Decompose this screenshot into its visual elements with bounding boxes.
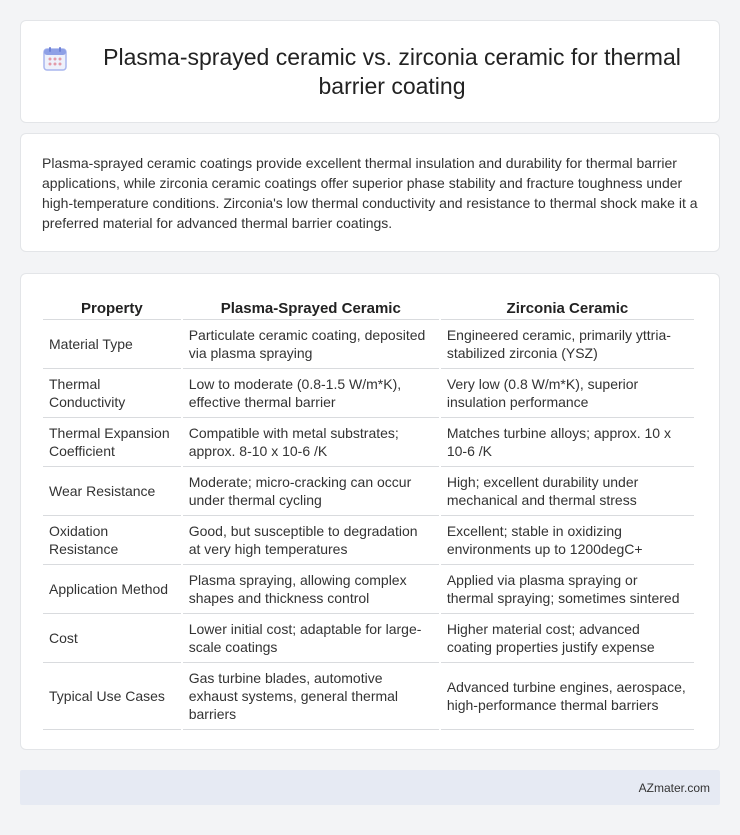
calendar-icon	[41, 45, 69, 73]
table-row	[43, 467, 694, 516]
plasma-cell: Compatible with metal substrates; approx. 8-10 x 10-6 /K	[183, 418, 439, 467]
table-row	[43, 565, 694, 614]
property-cell: Cost	[43, 614, 181, 663]
header-zirconia: Zirconia Ceramic	[441, 296, 694, 320]
header-plasma-sprayed: Plasma-Sprayed Ceramic	[183, 296, 439, 320]
plasma-cell: Good, but susceptible to degradation at very high temperatures	[183, 516, 439, 565]
table-row	[43, 320, 694, 369]
header-property: Property	[43, 296, 181, 320]
property-cell: Material Type	[43, 320, 181, 369]
property-cell: Typical Use Cases	[43, 663, 181, 730]
comparison-table	[41, 296, 696, 730]
property-cell: Oxidation Resistance	[43, 516, 181, 565]
zirconia-cell: Matches turbine alloys; approx. 10 x 10-6 /K	[441, 418, 694, 467]
zirconia-cell: Applied via plasma spraying or thermal spraying; sometimes sintered	[441, 565, 694, 614]
footer-site-name: AZmater.com	[638, 780, 710, 795]
title-card	[20, 20, 720, 123]
table-row	[43, 614, 694, 663]
page-title: Plasma-sprayed ceramic vs. zirconia ceramic for thermal barrier coating	[103, 43, 681, 99]
plasma-cell: Low to moderate (0.8-1.5 W/m*K), effective thermal barrier	[183, 369, 439, 418]
property-cell: Thermal Conductivity	[43, 369, 181, 418]
table-row	[43, 418, 694, 467]
zirconia-cell: Higher material cost; advanced coating properties justify expense	[441, 614, 694, 663]
zirconia-cell: Engineered ceramic, primarily yttria-stabilized zirconia (YSZ)	[441, 320, 694, 369]
table-row	[43, 663, 694, 730]
property-cell: Thermal Expansion Coefficient	[43, 418, 181, 467]
table-row	[43, 516, 694, 565]
title-wrap	[41, 43, 699, 101]
plasma-cell: Particulate ceramic coating, deposited via plasma spraying	[183, 320, 439, 369]
summary-text: Plasma-sprayed ceramic coatings provide excellent thermal insulation and durability for thermal barrier applications, while zirconia ceramic coatings offer superior phase stability and fracture toughness under high-temperature conditions. Zirconia's low thermal conductivity and resistance to thermal shock make it a preferred material for advanced thermal barrier coatings.	[42, 155, 698, 231]
comparison-table-card	[20, 273, 720, 750]
zirconia-cell: Advanced turbine engines, aerospace, high-performance thermal barriers	[441, 663, 694, 730]
table-header-row	[43, 296, 694, 320]
zirconia-cell: Excellent; stable in oxidizing environments up to 1200degC+	[441, 516, 694, 565]
property-cell: Wear Resistance	[43, 467, 181, 516]
plasma-cell: Moderate; micro-cracking can occur under thermal cycling	[183, 467, 439, 516]
plasma-cell: Lower initial cost; adaptable for large-scale coatings	[183, 614, 439, 663]
zirconia-cell: Very low (0.8 W/m*K), superior insulation performance	[441, 369, 694, 418]
plasma-cell: Gas turbine blades, automotive exhaust systems, general thermal barriers	[183, 663, 439, 730]
table-row	[43, 369, 694, 418]
plasma-cell: Plasma spraying, allowing complex shapes and thickness control	[183, 565, 439, 614]
property-cell: Application Method	[43, 565, 181, 614]
zirconia-cell: High; excellent durability under mechanical and thermal stress	[441, 467, 694, 516]
footer-bar	[20, 770, 720, 805]
summary-card	[20, 133, 720, 252]
